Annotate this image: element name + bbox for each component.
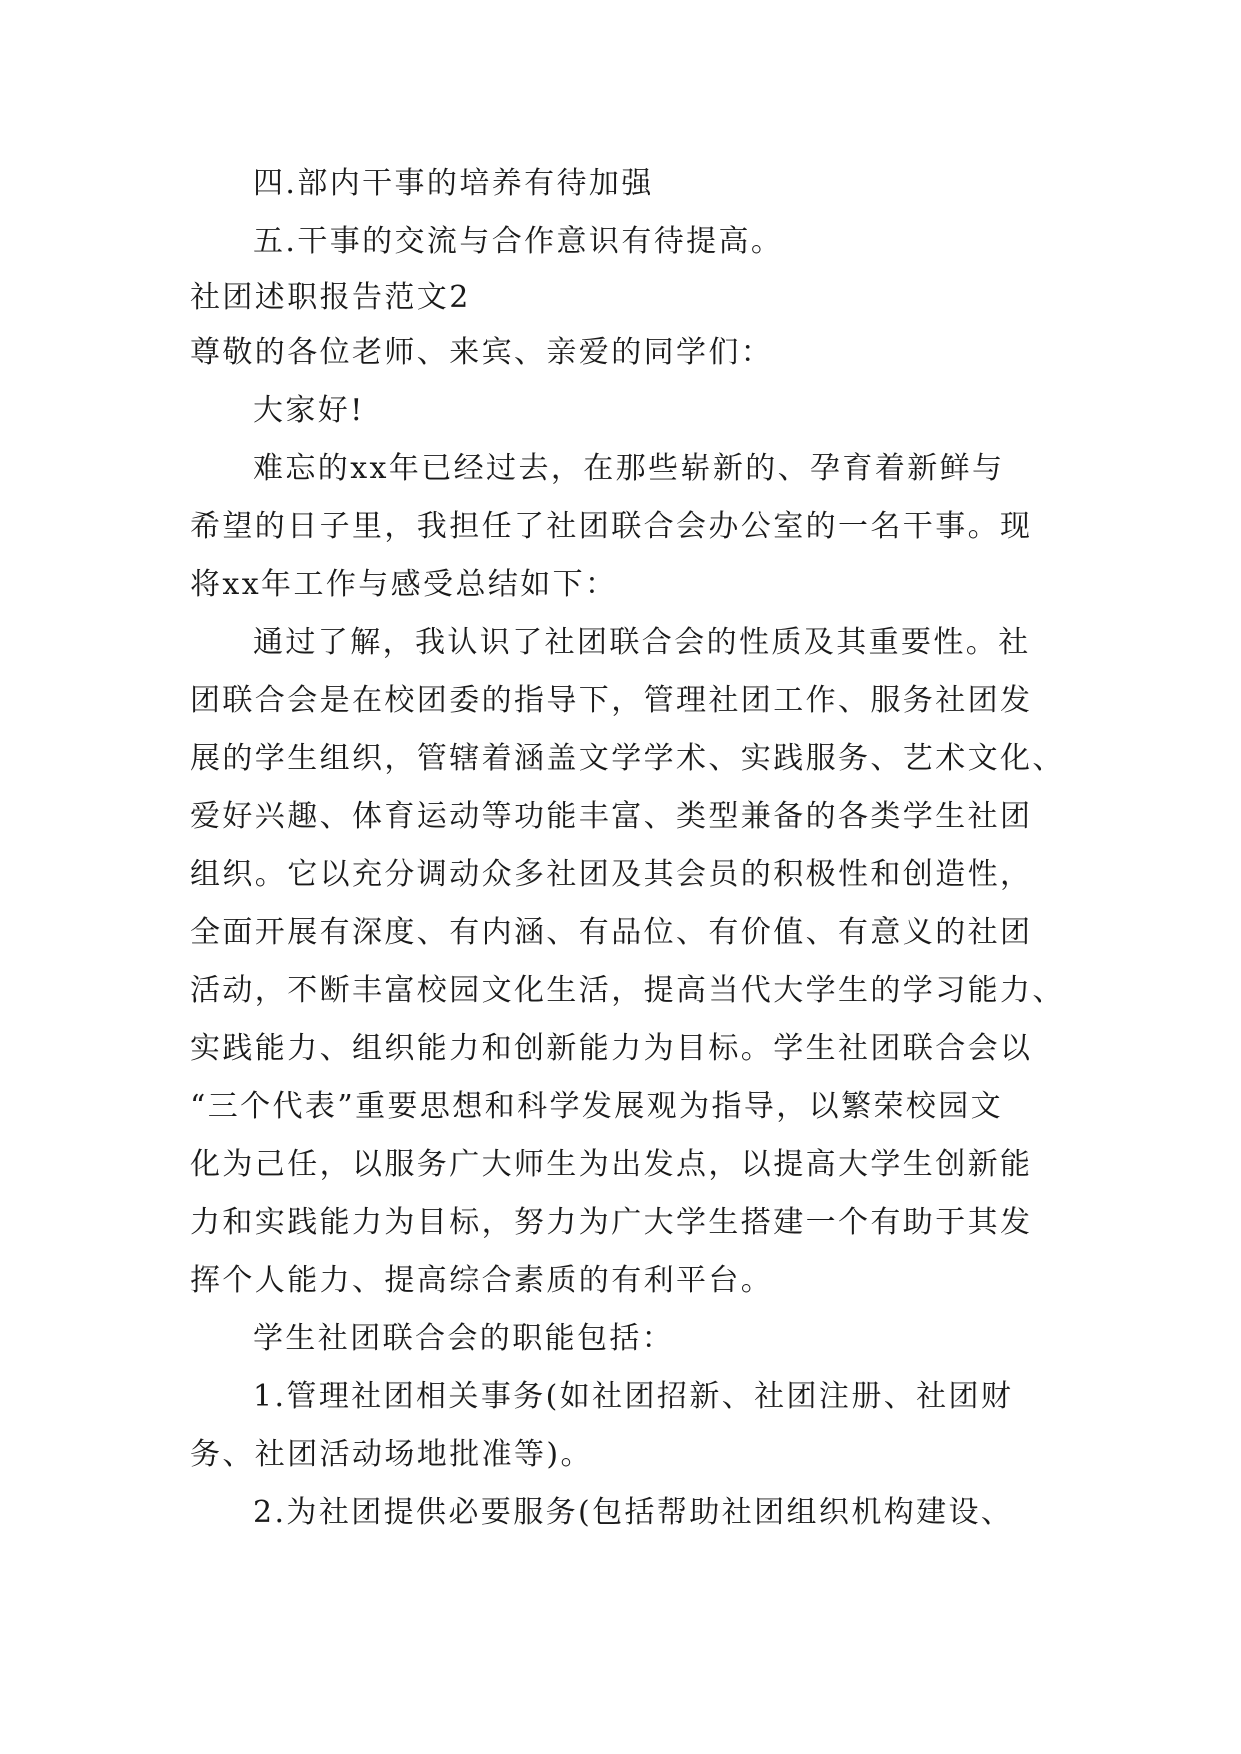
document-line: 将xx年工作与感受总结如下：	[190, 567, 618, 602]
salutation: 尊敬的各位老师、来宾、亲爱的同学们：	[190, 335, 774, 370]
document-line: 四.部内干事的培养有待加强	[253, 166, 654, 201]
document-line: 挥个人能力、提高综合素质的有利平台。	[190, 1263, 774, 1298]
list-item: 2.为社团提供必要服务(包括帮助社团组织机构建设、	[253, 1495, 1014, 1530]
document-line: 通过了解，我认识了社团联合会的性质及其重要性。社	[253, 625, 1031, 660]
document-line: “三个代表”重要思想和科学发展观为指导，以繁荣校园文	[190, 1089, 1004, 1124]
document-line: 五.干事的交流与合作意识有待提高。	[253, 224, 784, 259]
document-line: 全面开展有深度、有内涵、有品位、有价值、有意义的社团	[190, 915, 1033, 950]
document-line: 难忘的xx年已经过去，在那些崭新的、孕育着新鲜与	[253, 451, 1005, 486]
document-line: 组织。它以充分调动众多社团及其会员的积极性和创造性，	[190, 857, 1033, 892]
document-line: 团联合会是在校团委的指导下，管理社团工作、服务社团发	[190, 683, 1033, 718]
document-line: 活动，不断丰富校园文化生活，提高当代大学生的学习能力、	[190, 973, 1065, 1008]
document-line: 力和实践能力为目标，努力为广大学生搭建一个有助于其发	[190, 1205, 1033, 1240]
greeting: 大家好!	[253, 393, 365, 428]
list-item: 1.管理社团相关事务(如社团招新、社团注册、社团财	[253, 1379, 1014, 1414]
document-line: 化为己任，以服务广大师生为出发点，以提高大学生创新能	[190, 1147, 1033, 1182]
document-line: 爱好兴趣、体育运动等功能丰富、类型兼备的各类学生社团	[190, 799, 1033, 834]
document-line: 展的学生组织，管辖着涵盖文学学术、实践服务、艺术文化、	[190, 741, 1065, 776]
document-line: 希望的日子里，我担任了社团联合会办公室的一名干事。现	[190, 509, 1033, 544]
document-line: 学生社团联合会的职能包括：	[253, 1321, 675, 1356]
section-heading: 社团述职报告范文2	[190, 280, 471, 315]
document-line: 实践能力、组织能力和创新能力为目标。学生社团联合会以	[190, 1031, 1033, 1066]
list-item-continuation: 务、社团活动场地批准等)。	[190, 1437, 593, 1472]
